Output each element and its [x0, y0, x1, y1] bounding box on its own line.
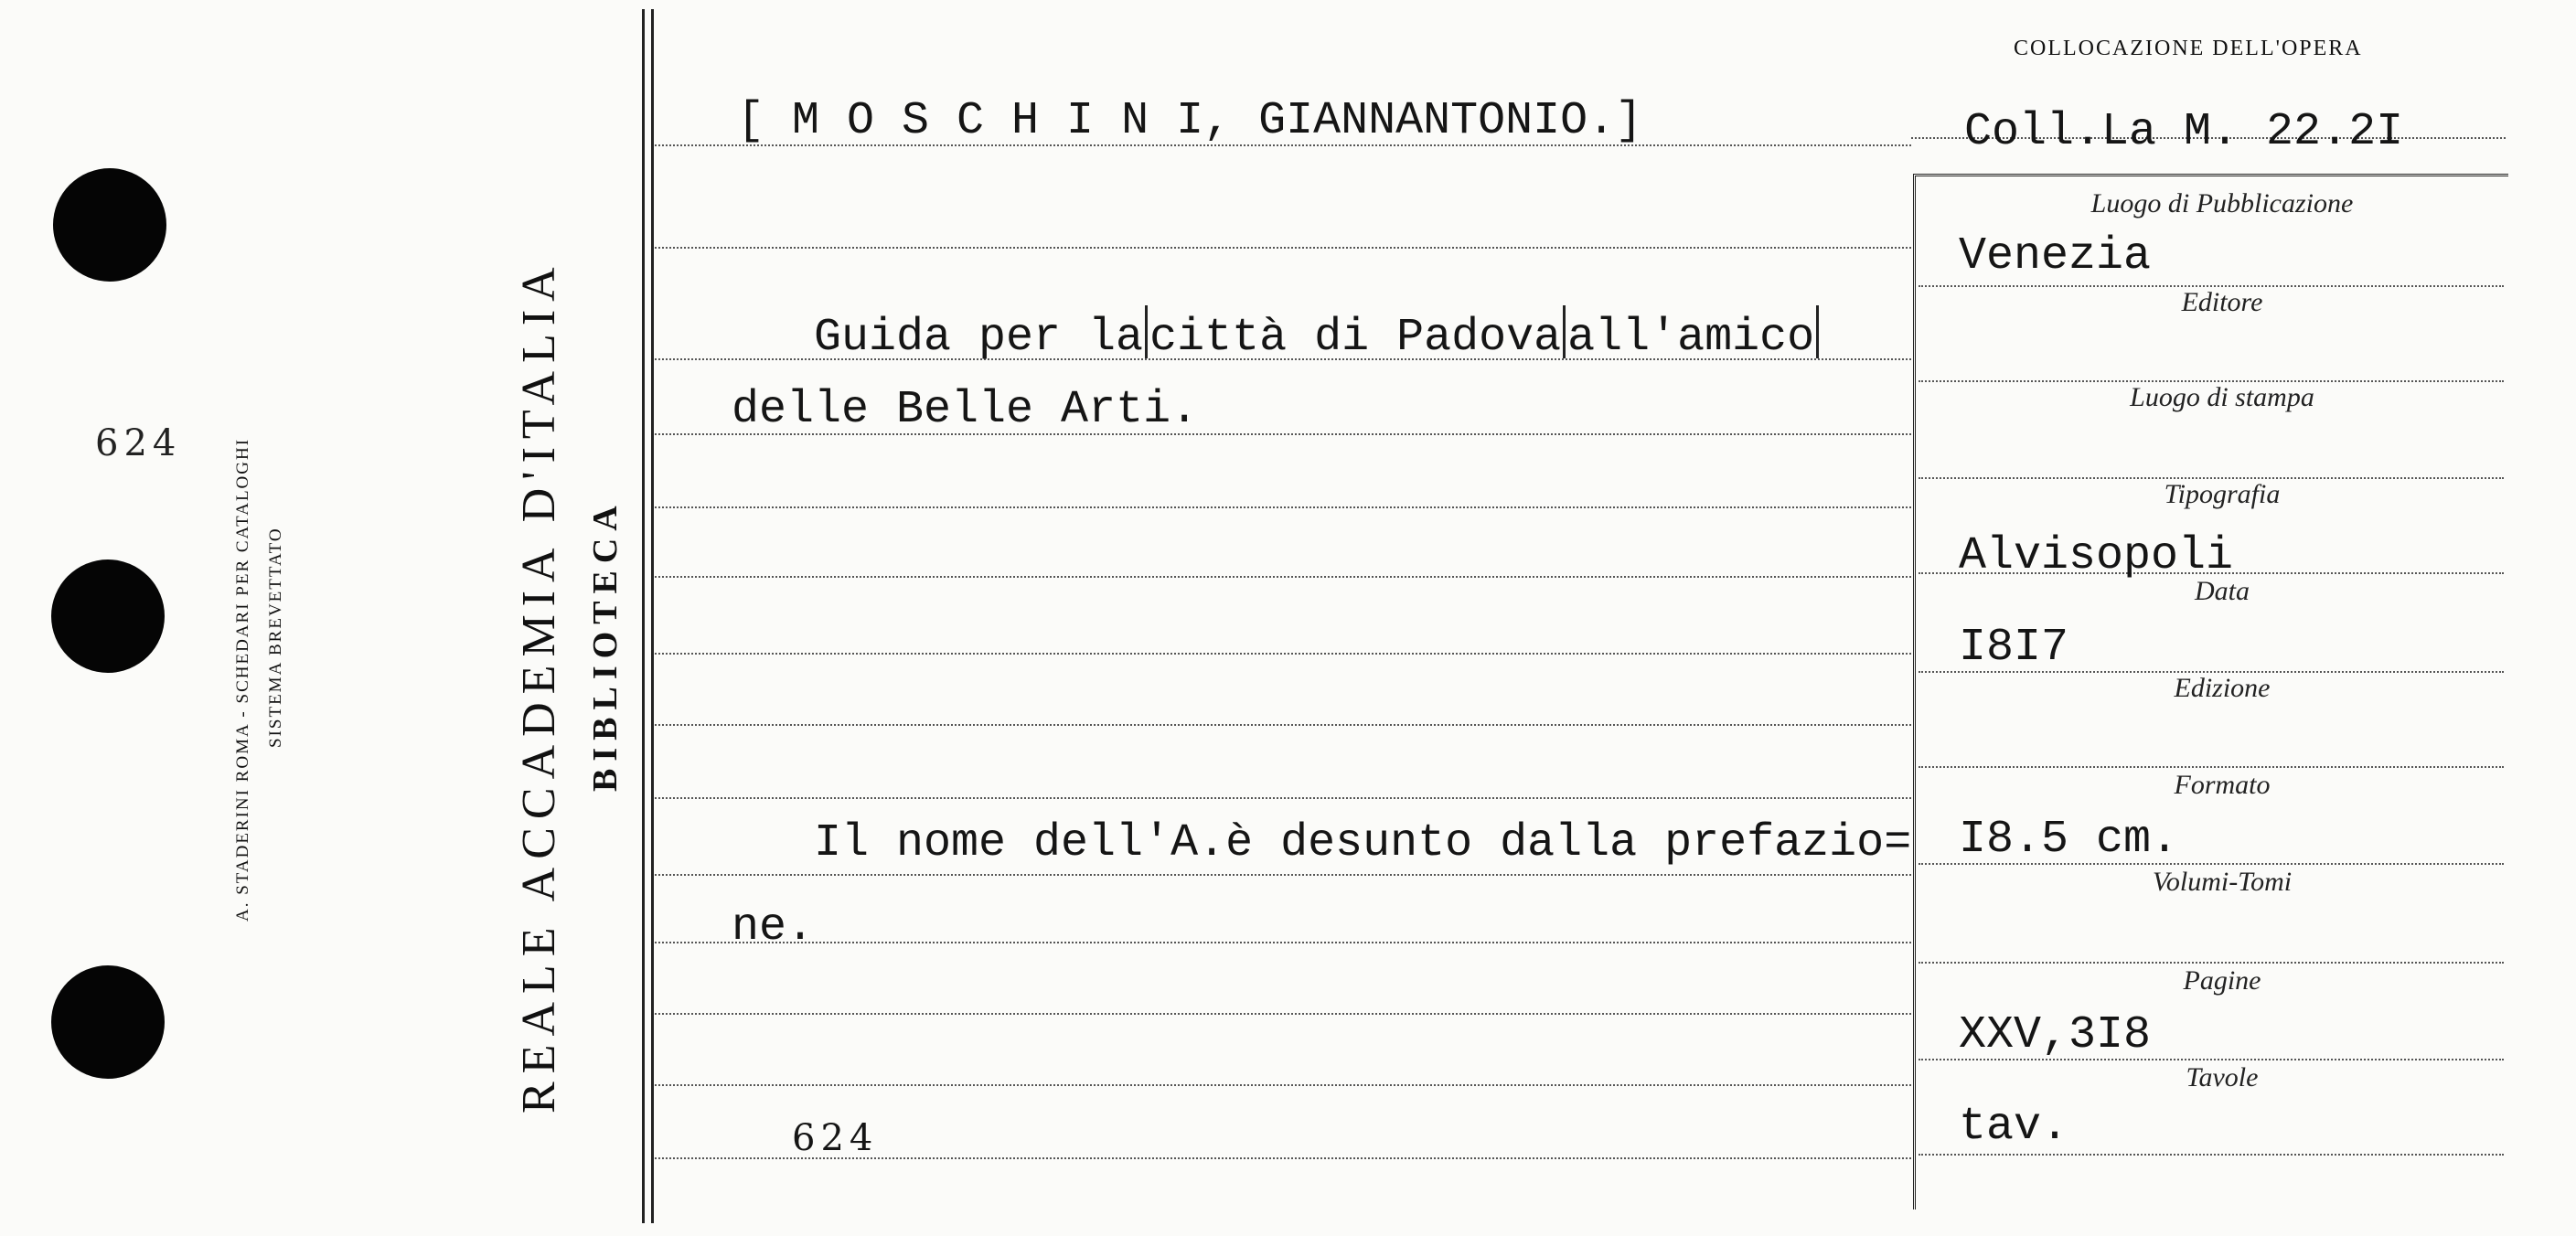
punch-hole-middle: [51, 559, 165, 673]
bottom-catalog-number: 624: [792, 1117, 879, 1159]
rule: [655, 506, 1911, 508]
pagine-label: Pagine: [2183, 965, 2261, 996]
formato-value: I8.5 cm.: [1959, 814, 2179, 866]
note-line-1: Il nome dell'A.è desunto dalla prefazio=: [814, 817, 1912, 869]
volumi-label: Volumi-Tomi: [2152, 867, 2293, 897]
collocazione-heading: COLLOCAZIONE DELL'OPERA: [2014, 37, 2363, 60]
rule: [655, 874, 1911, 876]
data-label: Data: [2195, 576, 2250, 606]
rule: [655, 1013, 1911, 1015]
author-heading: [ M O S C H I N I, GIANNANTONIO.]: [737, 95, 1643, 147]
printer-imprint: A. STADERINI ROMA - SCHEDARI PER CATALOGHI: [233, 437, 252, 922]
stampa-label: Luogo di stampa: [2130, 382, 2314, 412]
printer-system: SISTEMA BREVETTATO: [266, 527, 285, 748]
rule: [655, 942, 1911, 943]
title-part-1: Guida per la: [814, 312, 1144, 364]
note-line-2: ne.: [732, 901, 815, 954]
luogo-value: Venezia: [1959, 230, 2152, 282]
pagine-value: XXV,3I8: [1959, 1009, 2152, 1061]
tipografia-label: Tipografia: [2164, 479, 2281, 509]
title-part-2: città di Padova: [1149, 312, 1562, 364]
left-double-rule-b: [651, 9, 654, 1223]
rule: [655, 1084, 1911, 1086]
division-mark: [1816, 305, 1819, 358]
luogo-label: Luogo di Pubblicazione: [2090, 188, 2354, 218]
rule: [1919, 1154, 2504, 1156]
title-part-3: all'amico: [1567, 312, 1815, 364]
edizione-label: Edizione: [2174, 673, 2271, 703]
title-line-1: [814, 305, 1821, 364]
title-line-2: delle Belle Arti.: [732, 384, 1199, 436]
rule: [655, 797, 1911, 799]
shelfmark: Coll.La M. 22.2I: [1964, 106, 2404, 158]
formato-label: Formato: [2174, 770, 2271, 800]
library-name: BIBLIOTECA: [586, 498, 625, 792]
rule: [655, 724, 1911, 726]
left-double-rule-a: [642, 9, 645, 1223]
rule: [655, 653, 1911, 655]
division-mark: [1563, 305, 1566, 358]
punch-hole-bottom: [51, 965, 165, 1079]
tavole-value: tav.: [1959, 1101, 2069, 1153]
data-value: I8I7: [1959, 622, 2069, 674]
rule: [655, 247, 1911, 249]
tipografia-value: Alvisopoli: [1959, 530, 2234, 582]
rule: [1919, 962, 2504, 964]
tavole-label: Tavole: [2186, 1062, 2259, 1092]
rule: [1919, 766, 2504, 768]
rule: [655, 576, 1911, 578]
left-catalog-number: 624: [95, 422, 182, 464]
academy-name: REALE ACCADEMIA D'ITALIA: [513, 259, 565, 1113]
punch-hole-top: [53, 168, 166, 282]
division-mark: [1145, 305, 1148, 358]
editore-label: Editore: [2181, 287, 2263, 317]
